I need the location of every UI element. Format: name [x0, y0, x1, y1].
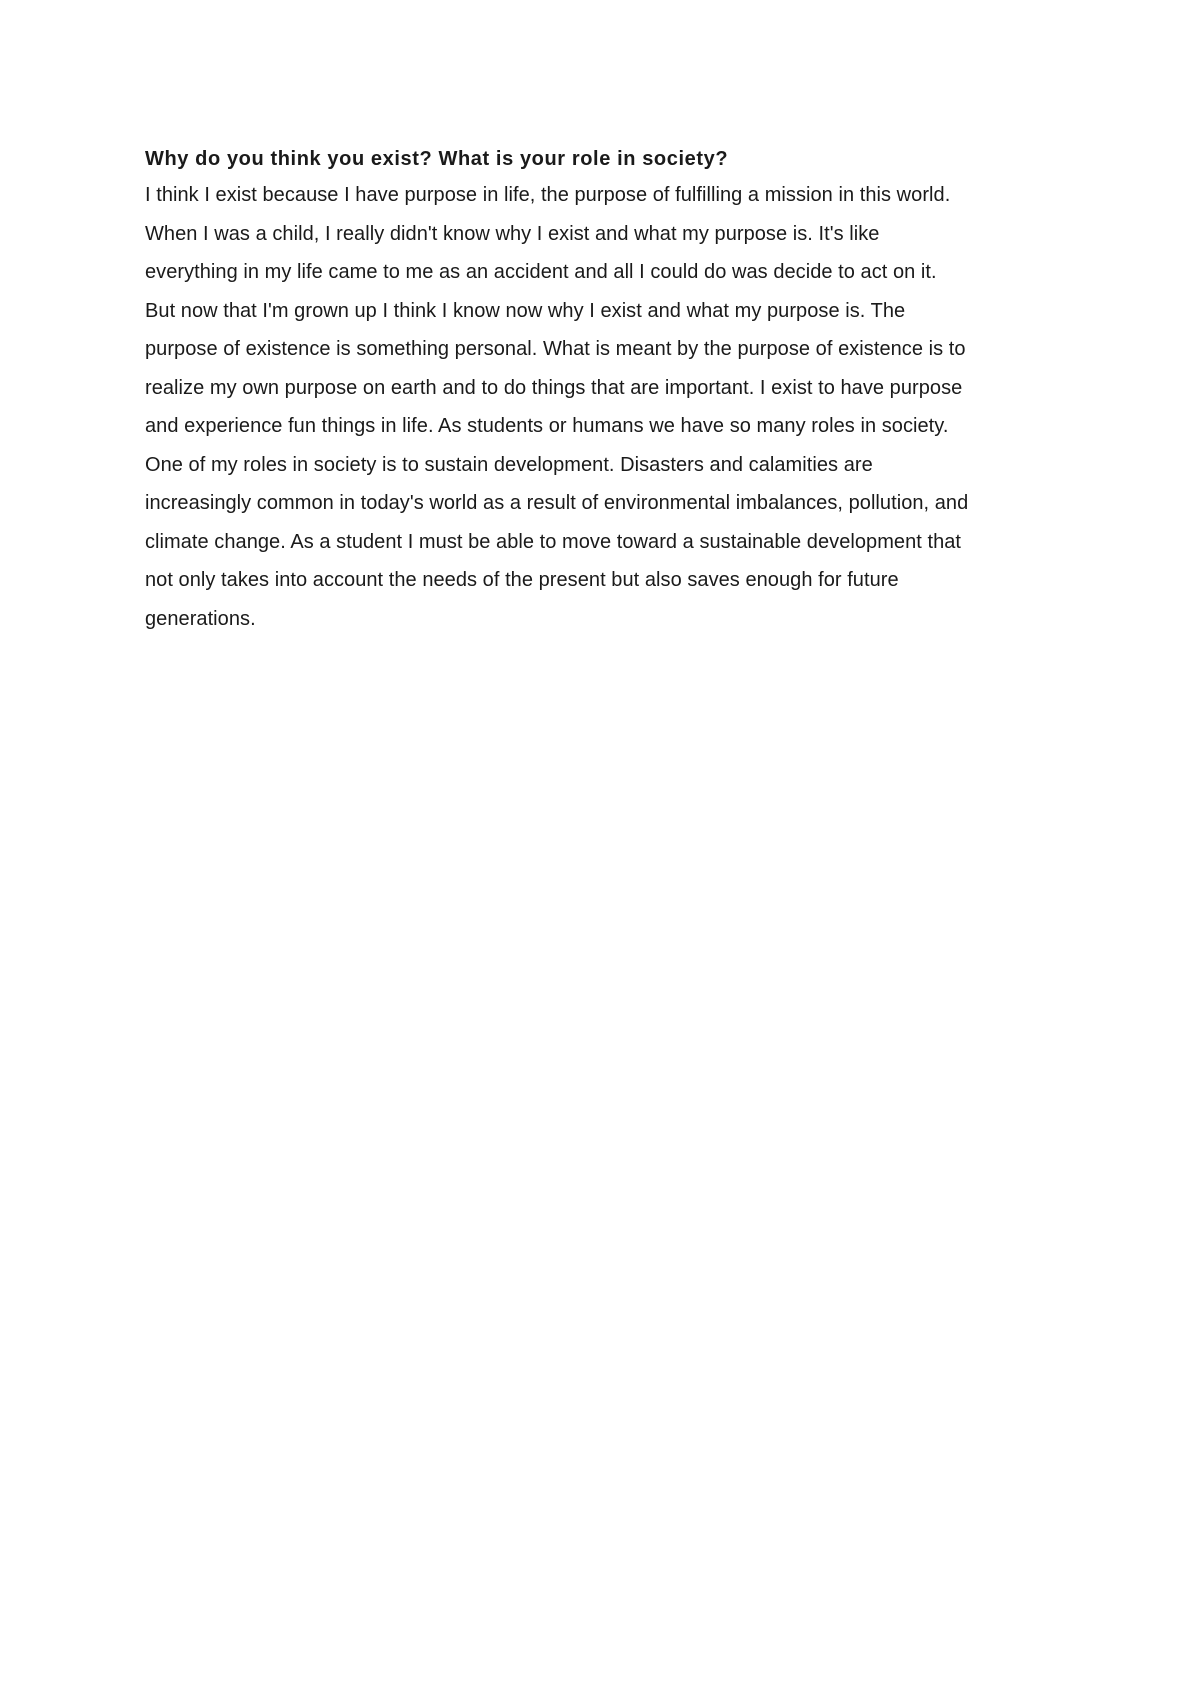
answer-line: purpose of existence is something personal. What is meant by the purpose of existence is to [145, 338, 966, 360]
document-body [145, 142, 1065, 638]
answer-line: But now that I'm grown up I think I know now why I exist and what my purpose is. The [145, 299, 906, 322]
answer-line: generations. [145, 607, 256, 630]
answer-line: not only takes into account the needs of the present but also saves enough for future [145, 569, 899, 591]
question-heading: Why do you think you exist? What is your role in society? [145, 148, 729, 170]
answer-line: climate change. As a student I must be able to move toward a sustainable development that [145, 530, 962, 553]
answer-line: When I was a child, I really didn't know why I exist and what my purpose is. It's like [145, 222, 880, 245]
answer-line: and experience fun things in life. As students or humans we have so many roles in society. [145, 415, 949, 437]
answer-line: One of my roles in society is to sustain development. Disasters and calamities are [145, 453, 873, 476]
answer-line: realize my own purpose on earth and to do things that are important. I exist to have purpose [145, 376, 963, 399]
answer-paragraph [145, 176, 1065, 638]
answer-line: everything in my life came to me as an accident and all I could do was decide to act on it. [145, 261, 937, 283]
answer-line: increasingly common in today's world as a result of environmental imbalances, pollution, and [145, 492, 969, 514]
answer-line: I think I exist because I have purpose in life, the purpose of fulfilling a mission in this world. [145, 184, 951, 206]
